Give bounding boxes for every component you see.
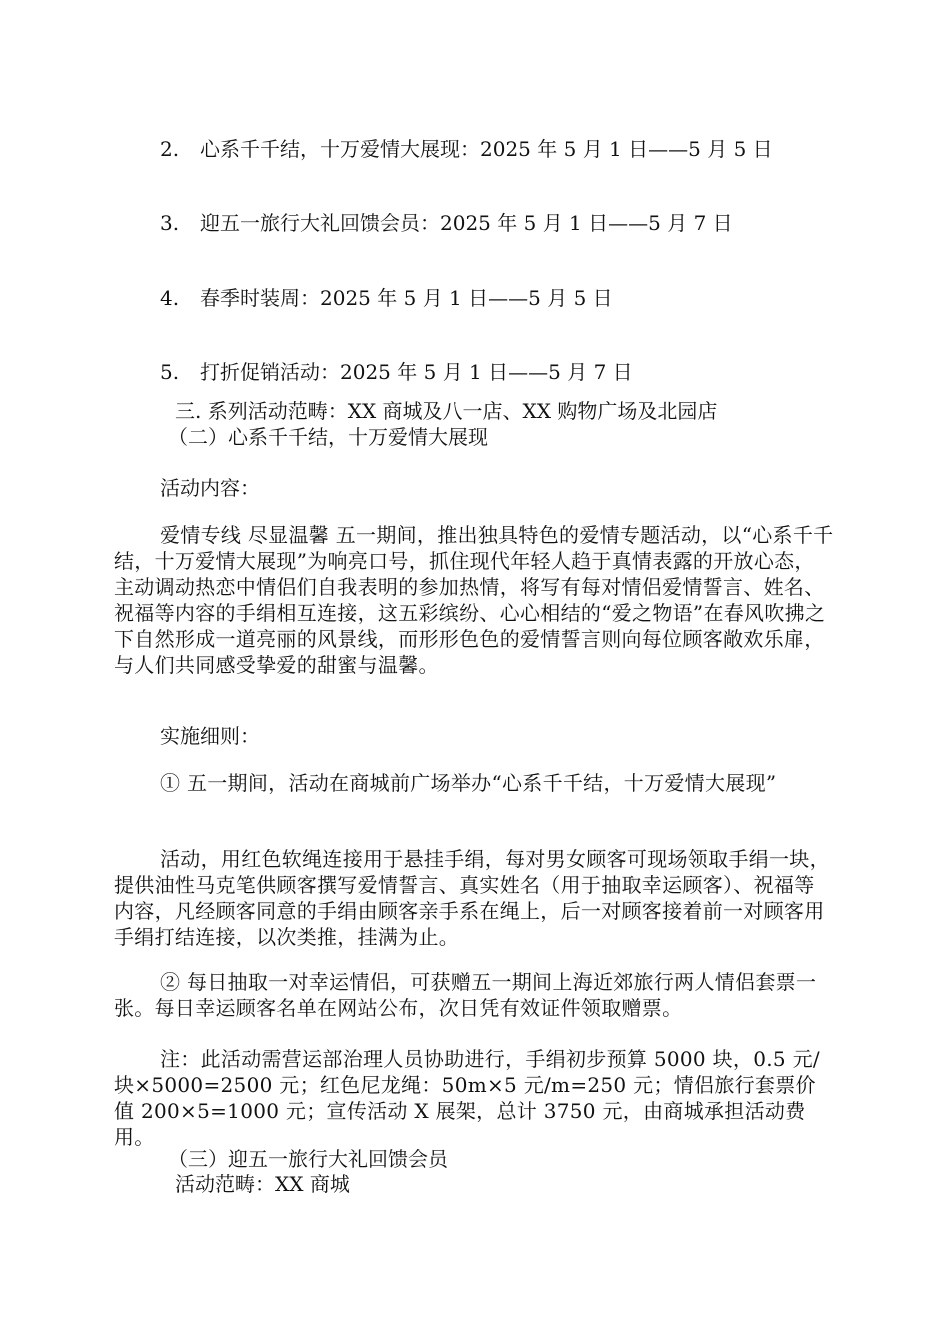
note-paragraph: 注：此活动需营运部治理人员协助进行，手绢初步预算 5000 块，0.5 元/块×5000=2500 元；红色尼龙绳：50m×5 元/m=250 元；情侣旅行套票价值 200×5=1000 元；宣传活动 X 展架，总计 3750 元，由商城承担活动费用。 <box>114 1047 820 1149</box>
activity-content-label: 活动内容： <box>160 476 260 500</box>
subsection-heading: （二）心系千千结，十万爱情大展现 <box>168 425 488 449</box>
list-item-4 <box>160 285 613 311</box>
list-text: 春季时装周：2025 年 5 月 1 日——5 月 5 日 <box>200 286 613 310</box>
list-text: 心系千千结，十万爱情大展现：2025 年 5 月 1 日——5 月 5 日 <box>200 137 773 161</box>
subsection-heading: （三）迎五一旅行大礼回馈会员 <box>168 1147 448 1171</box>
list-item-5 <box>160 359 633 385</box>
list-number: 2. <box>160 137 180 161</box>
rules-label: 实施细则： <box>160 724 260 748</box>
list-number: 5. <box>160 360 180 384</box>
activity-scope: 活动范畴：XX 商城 <box>175 1172 350 1196</box>
list-text: 打折促销活动：2025 年 5 月 1 日——5 月 7 日 <box>200 360 633 384</box>
list-number: 3. <box>160 211 180 235</box>
rule-1-continued-paragraph: 活动，用红色软绳连接用于悬挂手绢，每对男女顾客可现场领取手绢一块，提供油性马克笔供顾客撰写爱情誓言、真实姓名（用于抽取幸运顾客）、祝福等内容，凡经顾客同意的手绢由顾客亲手系在绳上，后一对顾客接着前一对顾客用手绢打结连接，以次类推，挂满为止。 <box>114 847 830 949</box>
list-item-2 <box>160 136 773 162</box>
list-number: 4. <box>160 286 180 310</box>
rule-1-paragraph: ① 五一期间，活动在商城前广场举办“心系千千结，十万爱情大展现” <box>160 771 777 795</box>
list-text: 迎五一旅行大礼回馈会员：2025 年 5 月 1 日——5 月 7 日 <box>200 211 733 235</box>
rule-2-paragraph: ② 每日抽取一对幸运情侣，可获赠五一期间上海近郊旅行两人情侣套票一张。每日幸运顾客名单在网站公布，次日凭有效证件领取赠票。 <box>114 970 817 1020</box>
list-item-3 <box>160 210 733 236</box>
activity-content-paragraph: 爱情专线 尽显温馨 五一期间，推出独具特色的爱情专题活动，以“心系千千结，十万爱情大展现”为响亮口号，抓住现代年轻人趋于真情表露的开放心态，主动调动热恋中情侣们自我表明的参加热情，将写有每对情侣爱情誓言、姓名、祝福等内容的手绢相互连接，这五彩缤纷、心心相结的“爱之物语”在春风吹拂之下自然形成一道亮丽的风景线，而形形色色的爱情誓言则向每位顾客敞欢乐扉，与人们共同感受挚爱的甜蜜与温馨。 <box>114 523 834 677</box>
section-heading: 三. 系列活动范畴：XX 商城及八一店、XX 购物广场及北园店 <box>175 399 718 423</box>
